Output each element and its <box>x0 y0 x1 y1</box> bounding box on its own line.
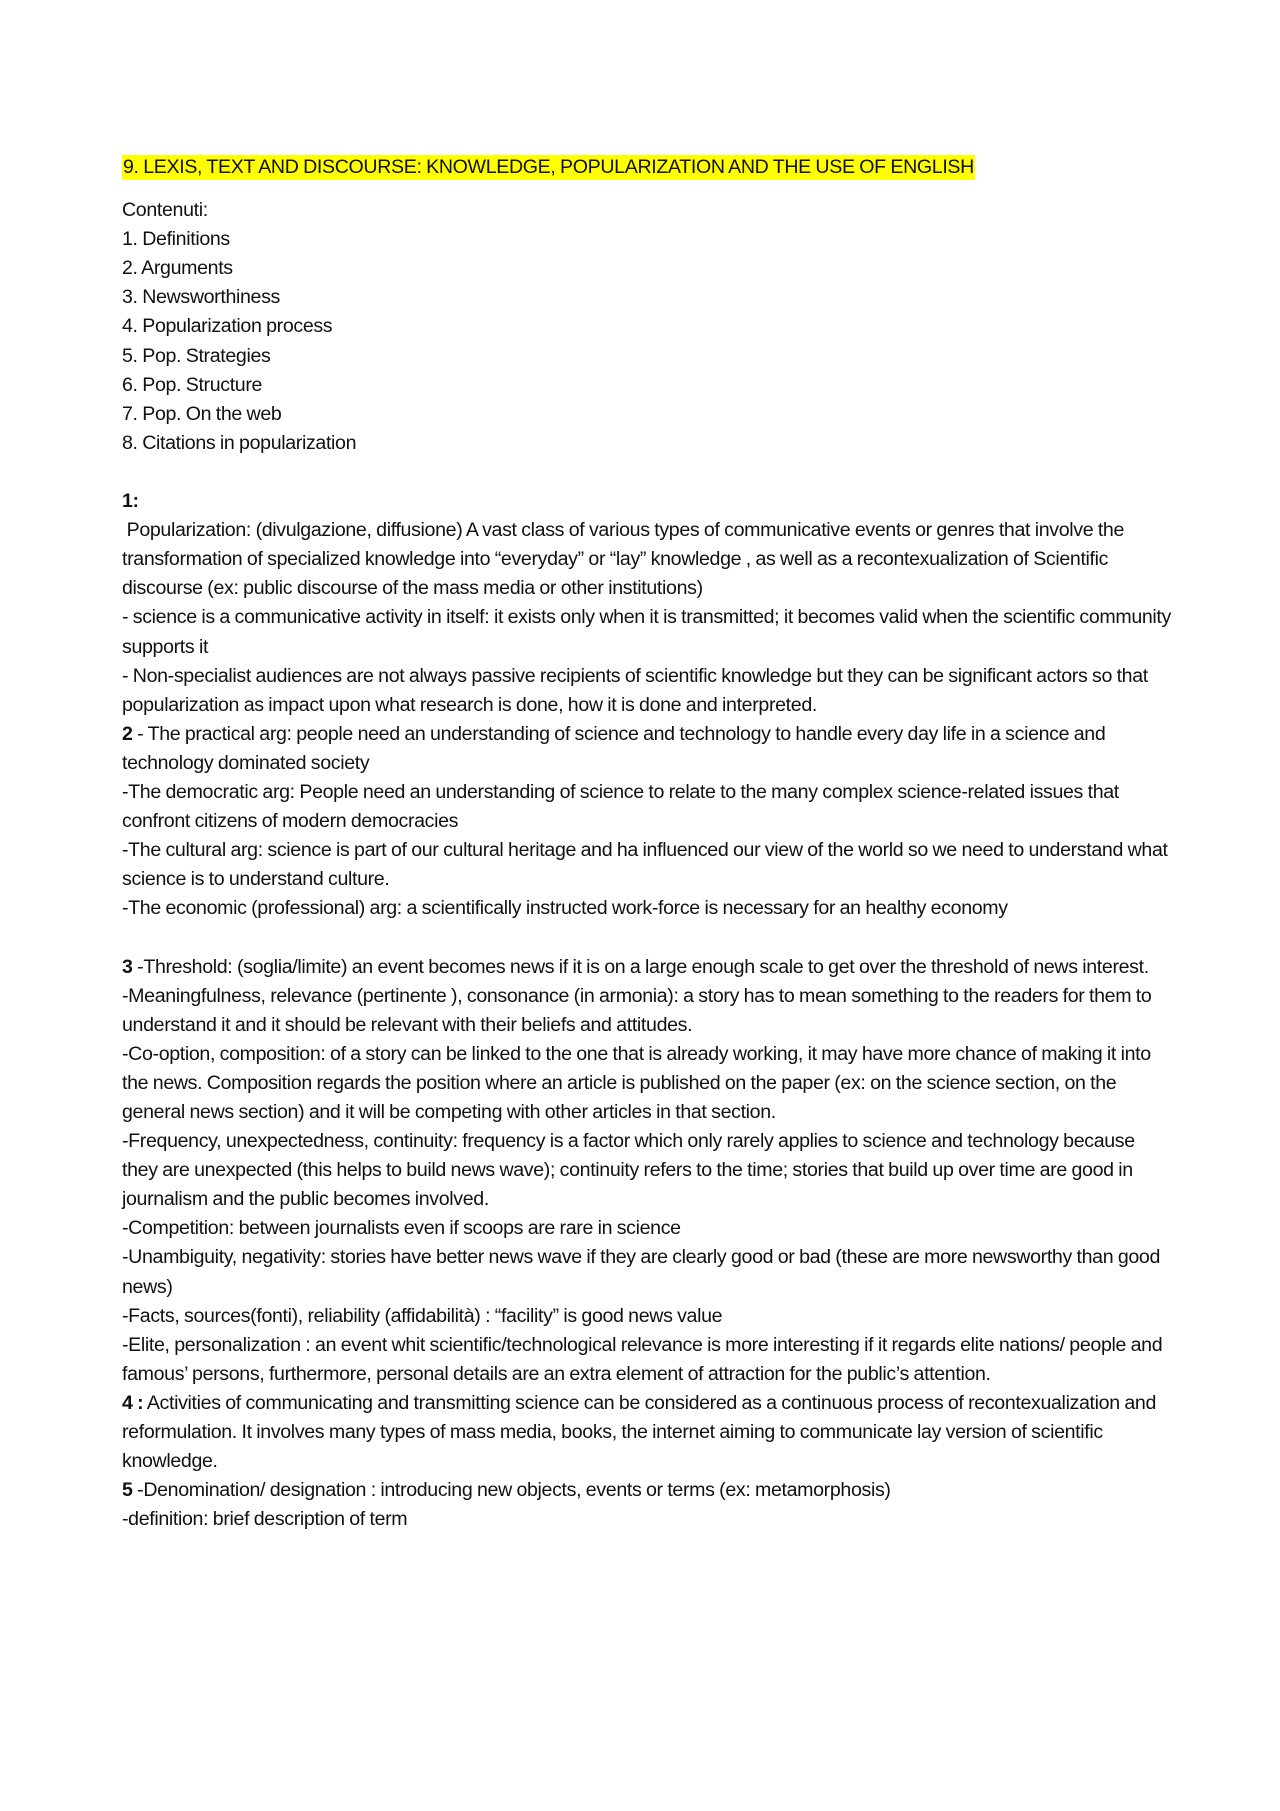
section-3-paragraph: -Facts, sources(fonti), reliability (affidabilità) : “facility” is good news value <box>122 1304 723 1327</box>
document-title-highlighted: 9. LEXIS, TEXT AND DISCOURSE: KNOWLEDGE, POPULARIZATION AND THE USE OF ENGLISH <box>123 156 974 178</box>
contents-item-popularization-process: 4. Popularization process <box>122 315 333 338</box>
section-3-paragraph: -Meaningfulness, relevance (pertinente ), consonance (in armonia): a story has to mean something to the readers for them to understand it and it should be relevant with their beliefs and attitudes. <box>122 984 1152 1036</box>
blank-line <box>122 923 1172 952</box>
section-3-paragraph: -Co-option, composition: of a story can be linked to the one that is already working, it may have more chance of making it into the news. Composition regards the position where an article is published on the paper (ex: on the science section, on the general news section) and it will be competing with other articles in that section. <box>122 1042 1151 1123</box>
section-2-arguments <box>122 720 1172 924</box>
contents-list <box>122 225 1172 458</box>
contents-item-pop-strategies: 5. Pop. Strategies <box>122 344 271 367</box>
contents-label: Contenuti: <box>122 199 208 222</box>
spacer <box>122 182 1172 196</box>
section-5-paragraph: -definition: brief description of term <box>122 1508 408 1531</box>
section-4-number: 4 : <box>122 1391 144 1414</box>
contents-item-pop-structure: 6. Pop. Structure <box>122 373 263 396</box>
section-5-first-paragraph <box>122 1476 1172 1505</box>
contents-item-pop-on-the-web: 7. Pop. On the web <box>122 402 282 425</box>
section-3-paragraph: -Elite, personalization : an event whit scientific/technological relevance is more interesting if it regards elite nations/ people and famous’ persons, furthermore, personal details are an extra element of attraction for the public’s attention. <box>122 1333 1163 1385</box>
section-1-paragraph: Popularization: (divulgazione, diffusione) A vast class of various types of communicative events or genres that involve the transformation of specialized knowledge into “everyday” or “lay” knowledge , as well as a recontexualization of Scientific discourse (ex: public discourse of the mass media or other institutions) <box>122 519 1129 600</box>
section-3-paragraph: -Unambiguity, negativity: stories have better news wave if they are clearly good or bad (these are more newsworthy than good news) <box>122 1246 1161 1298</box>
section-4-first-text: Activities of communicating and transmitting science can be considered as a continuous process of recontexualization and reformulation. It involves many types of mass media, books, the internet aiming to communicate lay version of scientific knowledge. <box>122 1391 1156 1473</box>
section-3-first-paragraph <box>122 953 1172 982</box>
section-3-paragraph: -Competition: between journalists even if scoops are rare in science <box>122 1217 681 1240</box>
section-3-number: 3 <box>122 955 133 978</box>
section-5-number: 5 <box>122 1479 133 1502</box>
section-1-paragraph: - Non-specialist audiences are not always passive recipients of scientific knowledge but they can be significant actors so that popularization as impact upon what research is done, how it is done and interpreted. <box>122 664 1148 716</box>
section-1-number: 1: <box>122 490 139 513</box>
section-5-strategies <box>122 1476 1172 1534</box>
section-4-first-paragraph <box>122 1389 1172 1476</box>
document-heading-line <box>122 153 1172 182</box>
section-2-paragraph: -The cultural arg: science is part of our cultural heritage and ha influenced our view of the world so we need to understand what science is to understand culture. <box>122 839 1168 891</box>
section-5-first-text: -Denomination/ designation : introducing new objects, events or terms (ex: metamorphosis) <box>132 1479 891 1502</box>
section-2-number: 2 <box>122 722 133 745</box>
document-page <box>122 153 1172 1534</box>
section-4-popularization-process <box>122 1389 1172 1476</box>
section-2-paragraph: -The economic (professional) arg: a scientifically instructed work-force is necessary for an healthy economy <box>122 897 1008 920</box>
section-1-paragraph: - science is a communicative activity in itself: it exists only when it is transmitted; it becomes valid when the scientific community supports it <box>122 606 1171 658</box>
contents-item-arguments: 2. Arguments <box>122 257 233 280</box>
section-1-definitions <box>122 487 1172 720</box>
section-2-paragraph: -The democratic arg: People need an understanding of science to relate to the many complex science-related issues that confront citizens of modern democracies <box>122 780 1119 833</box>
section-3-first-text: -Threshold: (soglia/limite) an event becomes news if it is on a large enough scale to get over the threshold of news interest. <box>132 955 1149 978</box>
contents-item-newsworthiness: 3. Newsworthiness <box>122 286 280 309</box>
section-3-newsworthiness <box>122 953 1172 1389</box>
section-2-first-paragraph <box>122 720 1172 778</box>
contents-item-definitions: 1. Definitions <box>122 228 230 251</box>
blank-line <box>122 458 1172 487</box>
section-2-first-text: - The practical arg: people need an understanding of science and technology to handle every day life in a science and technology dominated society <box>122 722 1106 774</box>
section-3-paragraph: -Frequency, unexpectedness, continuity: frequency is a factor which only rarely applies to science and technology because they are unexpected (this helps to build news wave); continuity refers to the time; stories that build up over time are good in journalism and the public becomes involved. <box>122 1130 1135 1211</box>
contents-item-citations: 8. Citations in popularization <box>122 431 357 454</box>
